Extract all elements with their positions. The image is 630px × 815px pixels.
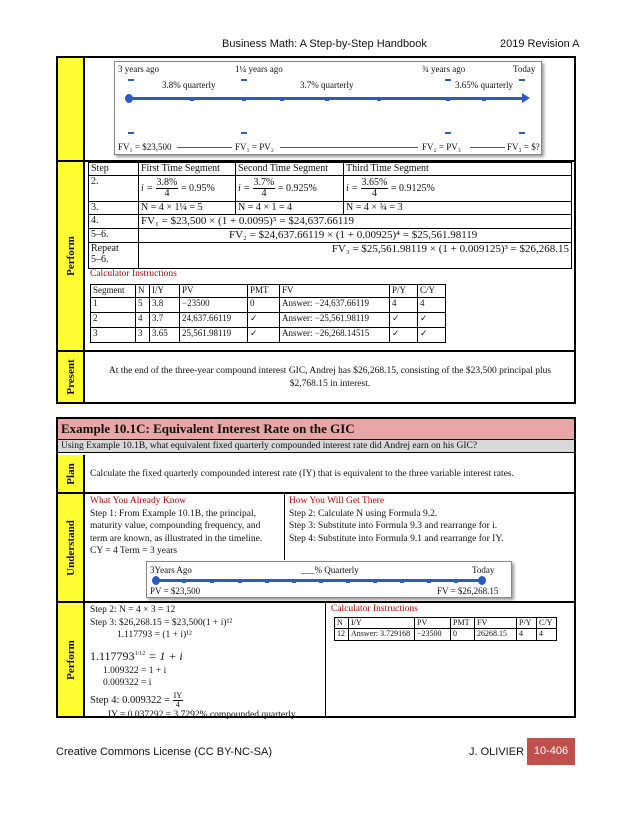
present-text: At the end of the three-year compound interest GIC, Andrej has $26,268.15, consisting of the $23,500 principal plus $2,768.15 in interest. — [108, 366, 552, 389]
step-repeat-formula: FV₃ = $25,561.98119 × (1 + 0.009125)³ = $26,268.15 — [139, 243, 572, 269]
fv1-pv2-label: FV₁ = PV₂ — [235, 142, 274, 152]
timeline-variable-rates — [114, 61, 542, 155]
p2-step3c: $1.117793^{1/12} = 1 + i$ — [90, 648, 183, 663]
calculator-table-2 — [334, 617, 557, 641]
p2-step4a: Step 4: 0.009322 = $\frac{IY}{4}$ — [90, 690, 183, 709]
calc1-header: PMT — [248, 285, 280, 298]
perform2-label: Perform — [64, 639, 77, 680]
timeline2-pv: PV = $23,500 — [150, 586, 201, 596]
timeline-label-1-25-years-ago: 1¼ years ago — [235, 64, 283, 74]
p2-step2: Step 2: N = 4 × 3 = 12 — [90, 605, 176, 615]
example-10-1b-continuation — [56, 56, 576, 404]
what-you-know-title: What You Already Know — [90, 496, 187, 506]
step-2-third: i = $\frac{3.65\%}{4}$ = 0.9125% — [344, 176, 572, 202]
step-2-first: i = $\frac{3.8\%}{4}$ = 0.95% — [139, 176, 236, 202]
timeline2-left-label: 3Years Ago — [150, 565, 192, 575]
present-sidebar — [58, 352, 85, 402]
fv3-label: FV₃ = $? — [507, 142, 540, 152]
step-4-label: 4. — [89, 215, 139, 229]
timeline2-fv: FV = $26,268.15 — [437, 586, 499, 596]
know-line: maturity value, compounding frequency, and — [90, 521, 261, 531]
p2-step3a: Step 3: $26,268.15 = $23,500(1 + i)¹² — [90, 617, 233, 628]
calc1-header: P/Y — [390, 285, 418, 298]
timeline-label-0-75-years-ago: ¾ years ago — [422, 64, 466, 74]
steps-table — [88, 162, 572, 269]
footer-page-number: 10-406 — [527, 738, 575, 765]
calc1-header: N — [136, 285, 150, 298]
timeline-equivalent-rate — [146, 561, 512, 598]
step-4-formula: FV₁ = $23,500 × (1 + 0.0095)⁵ = $24,637.66119 — [139, 215, 572, 229]
timeline-label-today: Today — [513, 64, 536, 74]
example-question: Using Example 10.1B, what equivalent fixed quarterly compounded interest rate did Andrej earn on his GIC? — [58, 439, 574, 453]
p2-step3e: 0.009322 = i — [103, 678, 152, 688]
how-line: Step 4: Substitute into Formula 9.1 and rearrange for IY. — [289, 533, 504, 544]
p2-step3d: 1.009322 = 1 + i — [103, 665, 167, 676]
example-title: Example 10.1C: Equivalent Interest Rate on the GIC — [58, 419, 574, 439]
calculator-instructions-title-2: Calculator Instructions — [331, 604, 418, 614]
example-10-1c — [56, 417, 576, 718]
step-3-third: N = 4 × ¾ = 3 — [344, 202, 572, 215]
step-2-label: 2. — [89, 176, 139, 202]
step-2-second: i = $\frac{3.7\%}{4}$ = 0.925% — [236, 176, 344, 202]
step-5-6-formula: FV₂ = $24,637.66119 × (1 + 0.00925)⁴ = $25,561.98119 — [139, 229, 572, 243]
steps-header-first: First Time Segment — [139, 163, 236, 176]
plan-text: Calculate the fixed quarterly compounded interest rate (IY) that is equivalent to the three variable interest rates. — [90, 469, 514, 479]
rate-segment-3: 3.65% quarterly — [455, 80, 513, 90]
how-you-get-there — [289, 495, 503, 545]
perform-sidebar-blank — [58, 58, 85, 160]
understand-sidebar — [58, 494, 85, 601]
calc1-row: 3 3 3.65 25,561.98119 ✓ Answer: −26,268.14515 ✓ ✓ — [91, 328, 446, 343]
step-repeat-label: Repeat 5–6. — [89, 243, 139, 269]
steps-header-step: Step — [89, 163, 139, 176]
calc2-header: PV — [415, 618, 451, 629]
running-header-title: Business Math: A Step-by-Step Handbook — [222, 38, 427, 50]
p2-step3b: 1.117793 = (1 + i)¹² — [117, 630, 192, 640]
how-line: Step 3: Substitute into Formula 9.3 and rearrange for i. — [289, 521, 498, 531]
fv1-label: FV₁ = $23,500 — [118, 142, 172, 152]
calc1-header: Segment — [91, 285, 136, 298]
perform-sidebar — [58, 162, 85, 350]
calc1-header: I/Y — [150, 285, 180, 298]
how-line: Step 2: Calculate N using Formula 9.2. — [289, 508, 438, 519]
present-label: Present — [64, 359, 77, 395]
calc2-row: 12 Answer: 3.729168 −23500 0 26268.15 4 4 — [335, 629, 557, 641]
calc1-header: FV — [280, 285, 390, 298]
step-5-6-label: 5–6. — [89, 229, 139, 243]
calc2-header: P/Y — [517, 618, 537, 629]
calc1-header: PV — [180, 285, 248, 298]
running-header-revision: 2019 Revision A — [500, 38, 580, 50]
perform-label: Perform — [64, 236, 77, 276]
perform2-work — [90, 604, 322, 721]
calc2-header: N — [335, 618, 349, 629]
calculator-table-1 — [90, 284, 446, 343]
steps-header-second: Second Time Segment — [236, 163, 344, 176]
step-3-second: N = 4 × 1 = 4 — [236, 202, 344, 215]
fv2-pv3-label: FV₂ = PV₃ — [422, 142, 461, 152]
calc1-row: 2 4 3.7 24,637.66119 ✓ Answer: −25,561.98119 ✓ ✓ — [91, 313, 446, 328]
steps-header-third: Third Time Segment — [344, 163, 572, 176]
know-line: CY = 4 Term = 3 years — [90, 546, 178, 556]
rate-segment-2: 3.7% quarterly — [300, 80, 354, 90]
timeline2-rate-label: ___% Quarterly — [301, 565, 359, 575]
calculator-instructions-title: Calculator Instructions — [90, 269, 177, 279]
footer-license: Creative Commons License (CC BY-NC-SA) — [56, 746, 272, 758]
know-line: term are known, as illustrated in the timeline. — [90, 533, 263, 544]
plan-sidebar — [58, 455, 85, 492]
plan-label: Plan — [64, 462, 77, 485]
calc2-header: PMT — [451, 618, 475, 629]
calc2-header: I/Y — [349, 618, 415, 629]
calc1-row: 1 5 3.8 −23500 0 Answer: −24,637.66119 4 4 — [91, 298, 446, 313]
step-3-first: N = 4 × 1¼ = 5 — [139, 202, 236, 215]
rate-segment-1: 3.8% quarterly — [162, 80, 216, 90]
step-3-label: 3. — [89, 202, 139, 215]
what-you-know — [90, 495, 262, 558]
calc1-header: C/Y — [418, 285, 446, 298]
calc2-header: FV — [475, 618, 517, 629]
timeline-label-3-years-ago: 3 years ago — [118, 64, 159, 74]
footer-author: J. OLIVIER — [469, 746, 525, 758]
p2-step4b: IY = 0.037292 = 3.7292% compounded quarterly — [108, 709, 296, 720]
timeline2-right-label: Today — [472, 565, 495, 575]
how-title: How You Will Get There — [289, 496, 385, 506]
know-line: Step 1: From Example 10.1B, the principal, — [90, 508, 256, 519]
understand-label: Understand — [64, 519, 77, 576]
perform2-sidebar — [58, 603, 85, 716]
calc2-header: C/Y — [537, 618, 557, 629]
